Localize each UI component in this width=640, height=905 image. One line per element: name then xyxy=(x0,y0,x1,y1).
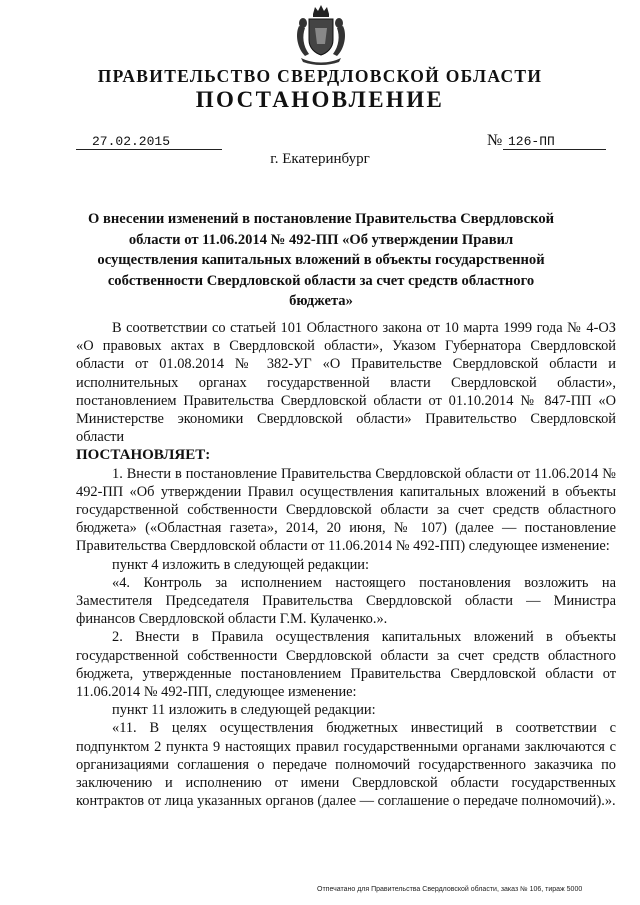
document-number: 126-ПП xyxy=(508,134,555,149)
number-underline xyxy=(503,149,606,150)
item-1-paragraph: 1. Внести в постановление Правительства Свердловской области от 11.06.2014 № 492-ПП «Об утверждении Правил осуществления капитальных вложений в объекты государственной собственности Свердловской области за счет средств областного бюджета» («Областная газета», 2014, 20 июня, № 107) (далее — постановление Правительства Свердловской области от 11.06.2014 № 492-ПП) следующее изменение: xyxy=(76,465,616,555)
item-2-sub-paragraph: пункт 11 изложить в следующей редакции: xyxy=(112,702,376,719)
item-1-sub-paragraph: пункт 4 изложить в следующей редакции: xyxy=(112,556,369,573)
preamble-paragraph: В соответствии со статьей 101 Областного закона от 10 марта 1999 года № 4-ОЗ «О правовых актах в Свердловской области», Указом Губернатора Свердловской области от 01.08.2014 № 382-УГ «О Правительстве Свердловской области и исполнительных органах государственной власти Свердловской области», постановлением Правительства Свердловской области от 01.10.2014 № 847-ПП «О Министерстве экономики Свердловской области» Правительство Свердловской области xyxy=(76,320,616,446)
item-2-quote-paragraph: «11. В целях осуществления бюджетных инвестиций в соответствии с подпунктом 2 пункта 9 настоящих правил государственными органами заключаются с организациями соглашения о передаче полномочий государственного заказчика по заключению и исполнению от имени Свердловской области государственных контрактов от лица указанных органов (далее — соглашение о передаче полномочий).». xyxy=(76,720,616,810)
resolves-heading: ПОСТАНОВЛЯЕТ: xyxy=(76,447,211,464)
document-type: ПОСТАНОВЛЕНИЕ xyxy=(195,87,445,112)
city: г. Екатеринбург xyxy=(270,151,370,167)
item-1-quote-paragraph: «4. Контроль за исполнением настоящего постановления возложить на Заместителя Председателя Правительства Свердловской области — Министра финансов Свердловской области Г.М. Кулаченко.». xyxy=(76,574,616,628)
organization-name: ПРАВИТЕЛЬСТВО СВЕРДЛОВСКОЙ ОБЛАСТИ xyxy=(97,66,543,86)
coat-of-arms-icon xyxy=(293,4,349,66)
document-date: 27.02.2015 xyxy=(92,134,171,149)
document-body xyxy=(76,319,616,810)
document-title: О внесении изменений в постановление Правительства Свердловской области от 11.06.2014 № 492-ПП «Об утверждении Правил осуществления капитальных вложений в объекты государственной собственности Свердловской области за счет средств областного бюджета» xyxy=(87,211,555,309)
item-2-paragraph: 2. Внести в Правила осуществления капитальных вложений в объекты государственной собственности Свердловской области за счет средств областного бюджета, утвержденные постановлением Правительства Свердловской области от 11.06.2014 № 492-ПП, следующее изменение: xyxy=(76,629,616,701)
number-sign: № xyxy=(487,132,503,149)
date-underline xyxy=(76,149,222,150)
print-footer: Отпечатано для Правительства Свердловской области, заказ № 106, тираж 5000 xyxy=(317,886,583,893)
